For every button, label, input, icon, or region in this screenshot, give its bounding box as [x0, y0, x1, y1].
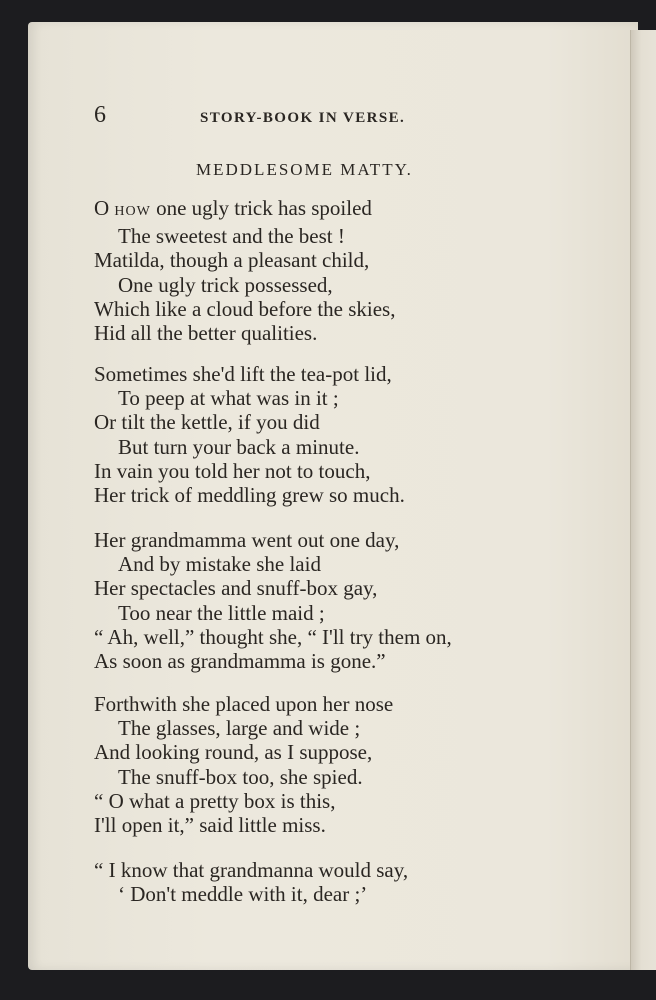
small-caps-word: HOW: [114, 204, 151, 219]
verse-line: Matilda, though a pleasant child,: [94, 248, 370, 273]
stanza-4: [94, 692, 393, 837]
verse-line: Her spectacles and snuff-box gay,: [94, 576, 378, 601]
verse-line: The sweetest and the best !: [118, 224, 345, 249]
verse-line: Which like a cloud before the skies,: [94, 296, 396, 321]
verse-line: Too near the little maid ;: [118, 600, 325, 625]
verse-line: “ O what a pretty box is this,: [94, 788, 336, 813]
verse-line: And looking round, as I suppose,: [94, 740, 373, 765]
verse-line: “ I know that grandmanna would say,: [94, 858, 409, 882]
verse-line: Hid all the better qualities.: [94, 321, 318, 346]
verse-line: Forthwith she placed upon her nose: [94, 692, 394, 716]
verse-line: O HOW one ugly trick has spoiled: [94, 196, 372, 220]
running-head: STORY-BOOK IN VERSE.: [200, 110, 406, 126]
verse-line: In vain you told her not to touch,: [94, 458, 371, 483]
verse-line: “ Ah, well,” thought she, “ I'll try them on,: [94, 624, 452, 649]
verse-line: I'll open it,” said little miss.: [94, 813, 326, 838]
verse-line: One ugly trick possessed,: [118, 272, 333, 297]
stanza-1: [94, 196, 395, 345]
page-number: 6: [94, 102, 106, 128]
verse-line: ‘ Don't meddle with it, dear ;’: [118, 882, 368, 907]
page-header: [94, 96, 564, 136]
verse-line: And by mistake she laid: [118, 552, 321, 577]
stanza-3: [94, 528, 452, 673]
verse-line: As soon as grandmamma is gone.”: [94, 649, 386, 674]
verse-line: Or tilt the kettle, if you did: [94, 410, 320, 435]
stanza-5: [94, 858, 408, 906]
poem-title: MEDDLESOME MATTY.: [196, 160, 413, 179]
verse-line: To peep at what was in it ;: [118, 386, 339, 411]
verse-line: Her trick of meddling grew so much.: [94, 483, 405, 508]
verse-line: But turn your back a minute.: [118, 434, 360, 459]
stanza-2: [94, 362, 405, 507]
verse-line: The glasses, large and wide ;: [118, 716, 361, 741]
verse-line: Her grandmamma went out one day,: [94, 528, 400, 552]
verse-line: The snuff-box too, she spied.: [118, 764, 363, 789]
facing-page-edge: [630, 30, 656, 970]
verse-line: Sometimes she'd lift the tea-pot lid,: [94, 362, 392, 386]
